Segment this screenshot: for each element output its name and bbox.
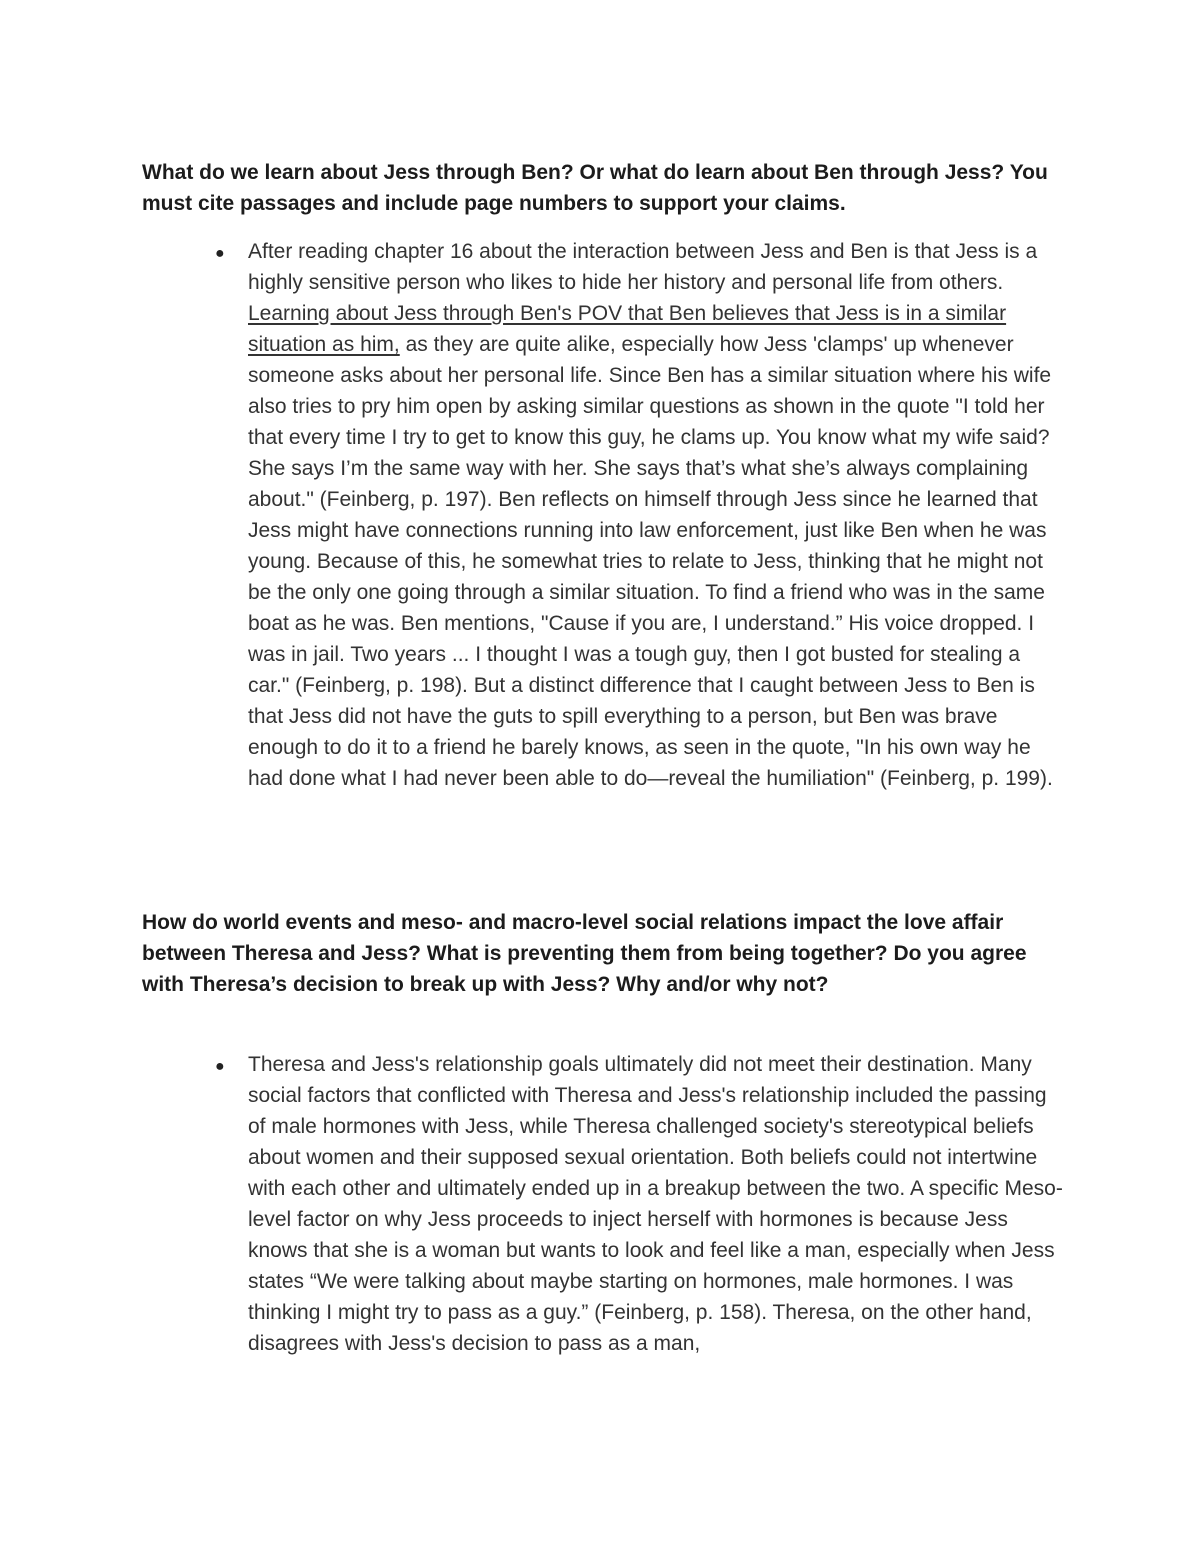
answer-1-underlined-text: Learning about Jess through Ben's POV that Ben believes that Jess is in a similar situation as him, — [248, 302, 1007, 356]
bullet-icon: ● — [215, 245, 225, 262]
question-2-heading: How do world events and meso- and macro-level social relations impact the love affair between Theresa and Jess? What is preventing them from being together? Do you agree with Theresa’s decision to break up with Jess? Why and/or why not? — [142, 911, 1027, 996]
bullet-icon: ● — [215, 1058, 225, 1075]
answer-1-text-start: After reading chapter 16 about the interaction between Jess and Ben is that Jess is a highly sensitive person who likes to hide her history and personal life from others. — [248, 240, 1038, 294]
question-1-heading: What do we learn about Jess through Ben? Or what do learn about Ben through Jess? You must cite passages and include page numbers to support your claims. — [142, 161, 1048, 215]
answer-2-paragraph: Theresa and Jess's relationship goals ultimately did not meet their destination. Many social factors that conflicted with Theresa and Jess's relationship included the passing of male hormones with Jess, while Theresa challenged society's stereotypical beliefs about women and their supposed sexual orientation. Both beliefs could not intertwine with each other and ultimately ended up in a breakup between the two. A specific Meso-level factor on why Jess proceeds to inject herself with hormones is because Jess knows that she is a woman but wants to look and feel like a man, especially when Jess states “We were talking about maybe starting on hormones, male hormones. I was thinking I might try to pass as a guy.” (Feinberg, p. 158). Theresa, on the other hand, disagrees with Jess's decision to pass as a man, — [248, 1053, 1063, 1355]
answer-1-paragraph — [248, 236, 1063, 794]
answer-1-text-rest: as they are quite alike, especially how Jess 'clamps' up whenever someone asks about her personal life. Since Ben has a similar situation where his wife also tries to pry him open by asking similar questions as shown in the quote "I told her that every time I try to get to know this guy, he clams up. You know what my wife said? She says I’m the same way with her. She says that’s what she’s always complaining about." (Feinberg, p. 197). Ben reflects on himself through Jess since he learned that Jess might have connections running into law enforcement, just like Ben when he was young. Because of this, he somewhat tries to relate to Jess, thinking that he might not be the only one going through a similar situation. To find a friend who was in the same boat as he was. Ben mentions, "Cause if you are, I understand.” His voice dropped. I was in jail. Two years ... I thought I was a tough guy, then I got busted for stealing a car." (Feinberg, p. 198). But a distinct difference that I caught between Jess to Ben is that Jess did not have the guts to spill everything to a person, but Ben was brave enough to do it to a friend he barely knows, as seen in the quote, "In his own way he had done what I had never been able to do—reveal the humiliation" (Feinberg, p. 199). — [248, 333, 1053, 790]
